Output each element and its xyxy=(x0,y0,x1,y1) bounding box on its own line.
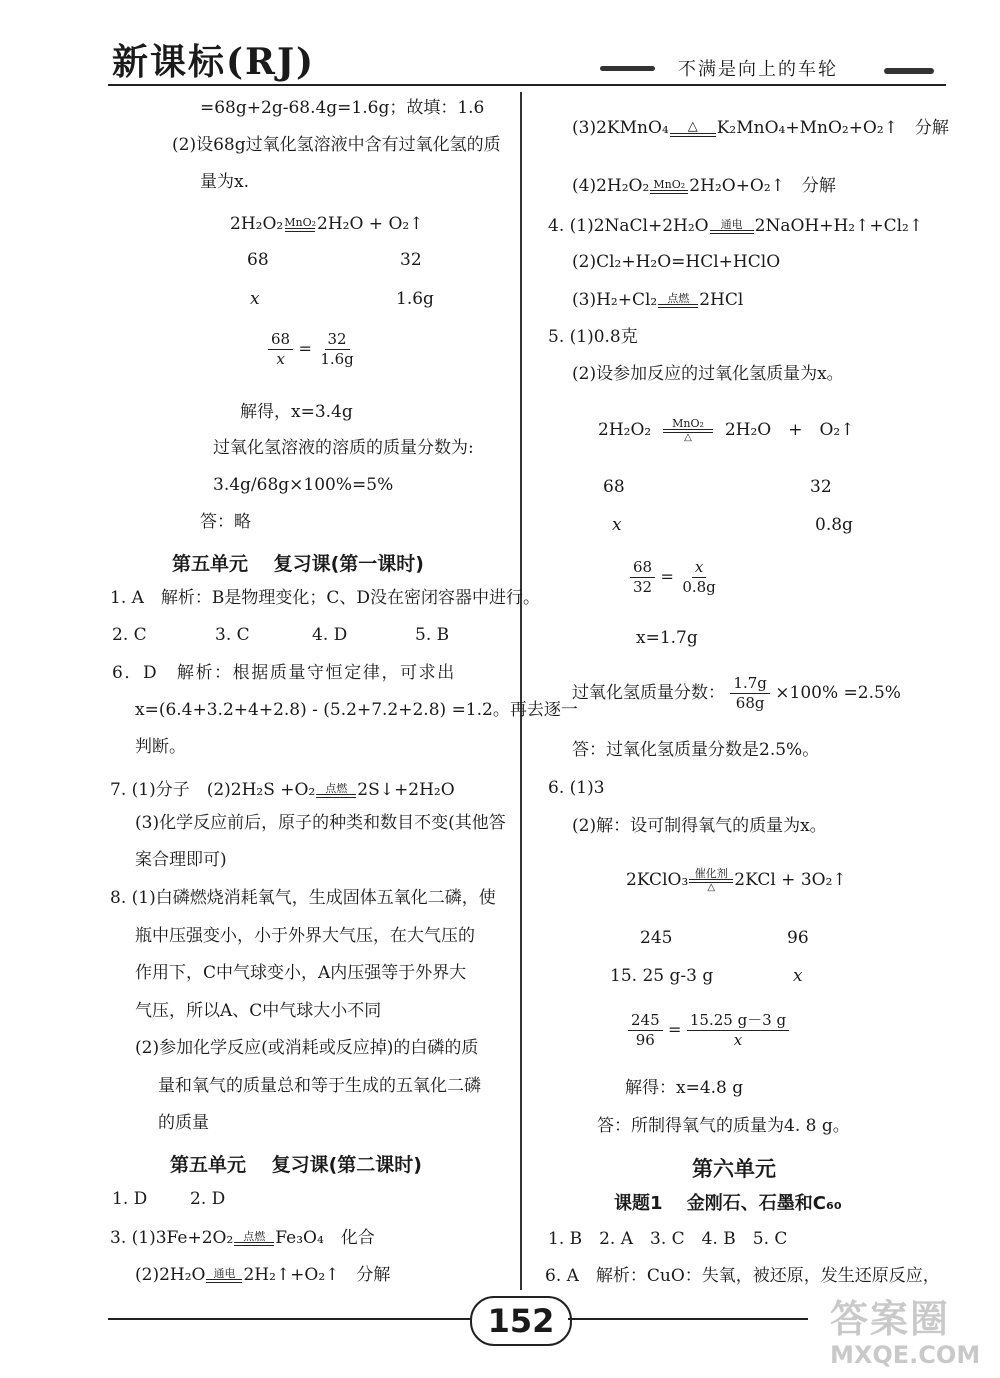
answer: 1. D xyxy=(112,1189,148,1209)
page-number: 152 xyxy=(487,1302,555,1340)
text-line: =68g+2g-68.4g=1.6g；故填：1.6 xyxy=(200,98,485,118)
fraction: $\frac{32}{1.6g}$ xyxy=(320,330,354,368)
mass-value: 68 xyxy=(603,477,625,497)
reaction-arrow: MnO₂ △ xyxy=(663,418,713,443)
reaction-arrow: 通电 xyxy=(710,219,754,234)
mass-value: x xyxy=(793,966,803,986)
equation-product: 2H₂O + O₂↑ xyxy=(317,214,424,234)
reaction-line: (2)Cl₂+H₂O=HCl+HClO xyxy=(572,252,781,272)
reaction-arrow: △ xyxy=(670,121,716,137)
text-line: 气压，所以A、C中气球大小不同 xyxy=(135,1001,382,1021)
equation: 2H₂O₂ MnO₂ △ 2H₂O + O₂↑ xyxy=(598,417,855,443)
proportion: $\frac{68}{32}$ = $\frac{x}{0.8g}$ xyxy=(630,558,719,597)
question-6: 6. A 解析：CuO：失氧，被还原，发生还原反应， xyxy=(545,1266,940,1286)
mass-value: 68 xyxy=(247,250,269,270)
reaction-line: (4)2H₂O₂ MnO₂ 2H₂O+O₂↑ 分解 xyxy=(572,176,836,196)
text-line: (2)解：设可制得氧气的质量为x。 xyxy=(572,816,827,836)
mass-value: 0.8g xyxy=(815,515,853,535)
text-line: (2)设68g过氧化氢溶液中含有过氧化氢的质 xyxy=(172,135,501,155)
solution-line: 解得：x=4.8 g xyxy=(625,1078,744,1098)
catalyst-label: MnO₂ xyxy=(284,216,316,229)
header-deco-right xyxy=(884,68,934,74)
mass-value: 96 xyxy=(787,928,809,948)
text-line: 瓶中压强变小，小于外界大气压，在大气压的 xyxy=(135,926,475,946)
section-heading: 第五单元 复习课(第二课时) xyxy=(170,1154,422,1176)
answer-line: 答：略 xyxy=(200,512,251,532)
reaction-arrow: 点燃 xyxy=(234,1231,274,1246)
reaction-arrow xyxy=(284,217,316,232)
text-line: 的质量 xyxy=(158,1113,209,1133)
equation xyxy=(230,214,423,234)
fraction: $\frac{68}{32}$ xyxy=(630,558,655,597)
question-7: 7. (1)分子 (2)2H₂S +O₂ 点燃 2S↓+2H₂O xyxy=(110,780,455,800)
text-line: (3)化学反应前后，原子的种类和数目不变(其他答 xyxy=(135,813,506,833)
question-8: 8. (1)白磷燃烧消耗氧气，生成固体五氧化二磷，使 xyxy=(110,888,496,908)
column-divider xyxy=(520,92,522,1290)
text-line: (2)2H₂O 通电 2H₂↑+O₂↑ 分解 xyxy=(135,1265,391,1285)
text-line: 过氧化氢溶液的溶质的质量分数为: xyxy=(213,438,474,458)
equation: 2KClO₃ 催化剂 △ 2KCl + 3O₂↑ xyxy=(626,867,847,893)
header-deco-left xyxy=(600,66,655,71)
answer: 3. C xyxy=(215,625,250,645)
watermark-logo xyxy=(830,1288,995,1374)
mass-value: x xyxy=(612,515,622,535)
reaction-arrow: 点燃 xyxy=(316,783,356,798)
fraction: $\frac{68}{x}$ xyxy=(268,330,293,369)
mass-value: x xyxy=(250,289,260,309)
text-line: 量和氧气的质量总和等于生成的五氧化二磷 xyxy=(158,1076,481,1096)
equation-reactant: 2H₂O₂ xyxy=(230,214,284,234)
solution-line: x=1.7g xyxy=(636,628,698,648)
section-heading: 第五单元 复习课(第一课时) xyxy=(172,553,424,575)
footer-rule-right xyxy=(568,1318,808,1320)
text-line: 判断。 xyxy=(135,737,186,757)
reaction-arrow: 通电 xyxy=(206,1268,242,1283)
text-line: 作用下，C中气球变小，A内压强等于外界大 xyxy=(135,963,467,983)
fraction: $\frac{x}{0.8g}$ xyxy=(682,558,716,596)
mass-value: 245 xyxy=(640,928,673,948)
mass-value: 32 xyxy=(400,250,422,270)
answer: 5. B xyxy=(415,625,450,645)
answer: 2. C xyxy=(112,625,147,645)
question-6: 6. (1)3 xyxy=(548,778,605,798)
footer-rule-left xyxy=(108,1318,470,1320)
header-rule xyxy=(108,84,946,86)
text-line: 案合理即可) xyxy=(135,850,227,870)
reaction-arrow: 催化剂 △ xyxy=(689,868,733,893)
fraction: $\frac{245}{96}$ xyxy=(628,1011,663,1050)
brand-title: 新课标(RJ) xyxy=(112,41,316,83)
page-number-badge xyxy=(470,1296,572,1346)
reaction-line: (3)H₂+Cl₂ 点燃 2HCl xyxy=(572,290,744,310)
text-line: x=(6.4+3.2+4+2.8) - (5.2+7.2+2.8) =1.2。再去逐一 xyxy=(135,700,578,720)
fraction: $\frac{1.7g}{68g}$ xyxy=(730,674,769,713)
mass-value: 1.6g xyxy=(396,289,434,309)
question-4: 4. (1)2NaCl+2H₂O 通电 2NaOH+H₂↑+Cl₂↑ xyxy=(548,216,924,236)
answer-line: 答：所制得氧气的质量为4. 8 g。 xyxy=(597,1116,850,1136)
proportion: $\frac{245}{96}$ = $\frac{15.25 g-3 g}{x}$ xyxy=(628,1011,789,1050)
reaction-arrow: MnO₂ xyxy=(650,179,688,194)
reaction-line: (3)2KMnO₄ △ K₂MnO₄+MnO₂+O₂↑ 分解 xyxy=(572,118,949,138)
answer-line: 答：过氧化氢质量分数是2.5%。 xyxy=(572,740,820,760)
question-1: 1. A 解析：B是物理变化；C、D没在密闭容器中进行。 xyxy=(110,588,541,608)
text-line: (2)设参加反应的过氧化氢质量为x。 xyxy=(572,364,844,384)
solution-line: 解得，x=3.4g xyxy=(240,402,353,422)
unit-heading: 第六单元 xyxy=(692,1157,776,1181)
answers-line: 1. B 2. A 3. C 4. B 5. C xyxy=(548,1229,788,1249)
answer: 2. D xyxy=(190,1189,226,1209)
text-line: 3.4g/68g×100%=5% xyxy=(213,475,394,495)
proportion: $\frac{68}{x}$ = $\frac{32}{1.6g}$ xyxy=(268,330,357,369)
text-line: (2)参加化学反应(或消耗或反应掉)的白磷的质 xyxy=(135,1038,479,1058)
text-line: 量为x. xyxy=(200,172,249,192)
percentage-line: 过氧化氢质量分数： $\frac{1.7g}{68g}$ ×100% =2.5% xyxy=(572,674,901,712)
watermark-text: 答案圈 xyxy=(830,1297,951,1341)
answer: 4. D xyxy=(312,625,348,645)
mass-value: 15. 25 g-3 g xyxy=(610,966,714,986)
lesson-heading: 课题1 金刚石、石墨和C₆₀ xyxy=(614,1193,842,1214)
fraction: $\frac{15.25 g-3 g}{x}$ xyxy=(687,1011,789,1050)
slogan: 不满是向上的车轮 xyxy=(678,59,838,80)
question-3: 3. (1)3Fe+2O₂ 点燃 Fe₃O₄ 化合 xyxy=(110,1228,375,1248)
mass-value: 32 xyxy=(810,477,832,497)
watermark-url: MXQE.COM xyxy=(830,1341,981,1369)
question-5: 5. (1)0.8克 xyxy=(548,327,638,347)
reaction-arrow: 点燃 xyxy=(658,293,698,308)
question-6: 6．D 解析：根据质量守恒定律，可求出 xyxy=(112,663,456,683)
